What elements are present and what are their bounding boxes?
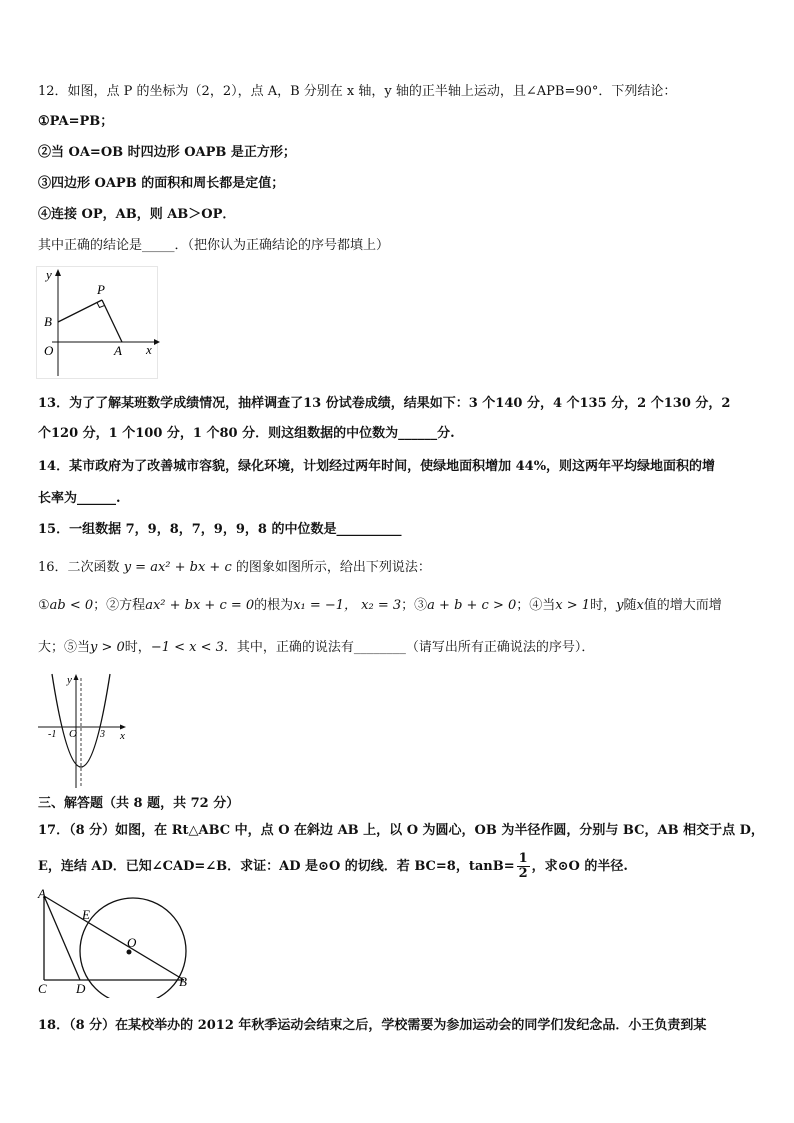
q13-line-2: 个120 分，1 个100 分，1 个80 分．则这组数据的中位数为______分.	[38, 426, 455, 441]
q12-ask: 其中正确的结论是_____．（把你认为正确结论的序号都填上）	[38, 238, 390, 253]
q17-figure	[36, 888, 194, 998]
q17-text: ，求⊙O 的半径.	[531, 859, 628, 874]
q15-line-1: 15．一组数据 7，9，8，7，9，9，8 的中位数是__________	[38, 522, 402, 537]
q16-math: y	[616, 598, 624, 613]
label-o: O	[127, 935, 137, 950]
q16-math: ab < 0	[49, 598, 94, 613]
y-axis-arrow-icon	[74, 674, 79, 680]
label-a: A	[114, 343, 122, 358]
q16-text: 大；⑤当	[38, 640, 91, 655]
q13-line-1: 13．为了了解某班数学成绩情况，抽样调查了13 份试卷成绩，结果如下：3 个140 分，4 个135 分，2 个130 分，2	[38, 396, 731, 411]
q16-text: 值的增大而增	[643, 598, 722, 613]
q16-parabola-figure	[36, 672, 132, 790]
q16-text: 的根为	[254, 598, 294, 613]
label-o: O	[69, 728, 77, 740]
q16-text: 16．二次函数	[38, 560, 124, 575]
q16-line-2	[38, 598, 722, 614]
y-axis-arrow-icon	[55, 269, 61, 276]
q12-option-3: ③四边形 OAPB 的面积和周长都是定值；	[38, 176, 285, 191]
q12-option-4: ④连接 OP，AB，则 AB＞OP．	[38, 207, 236, 222]
label-3: 3	[100, 729, 105, 740]
q16-text: 时，	[124, 640, 151, 655]
label-neg1: -1	[48, 729, 57, 740]
label-o: O	[44, 343, 54, 358]
segment-ad	[44, 896, 80, 980]
label-y: y	[67, 674, 72, 686]
label-e: E	[82, 907, 90, 922]
q14-line-1: 14．某市政府为了改善城市容貌，绿化环境，计划经过两年时间，使绿地面积增加 44%，则这两年平均绿地面积的增	[38, 459, 716, 474]
q12-figure	[36, 266, 160, 380]
label-b: B	[179, 974, 187, 989]
q16-text: ；②方程	[93, 598, 146, 613]
q16-text: 随	[623, 598, 637, 613]
q16-math: x > 1	[555, 598, 591, 613]
q16-text: 的图象如图所示，给出下列说法：	[231, 560, 431, 575]
q18-line-1: 18．（8 分）在某校举办的 2012 年秋季运动会结束之后，学校需要为参加运动会的同学们发纪念品．小王负责到某	[38, 1018, 707, 1033]
q16-text: ；③	[401, 598, 428, 613]
q16-text: ①	[38, 598, 50, 613]
q16-line-1	[38, 560, 431, 576]
q16-math: ax² + bx + c = 0	[145, 598, 255, 613]
q14-line-2: 长率为______.	[38, 491, 121, 506]
q16-text: 时，	[590, 598, 617, 613]
fraction-numerator: 1	[518, 851, 528, 866]
section-3-title: 三、解答题（共 8 题，共 72 分）	[38, 796, 240, 811]
q12-option-1: ①PA=PB；	[38, 114, 114, 129]
q16-formula: y = ax² + bx + c	[123, 560, 232, 575]
q17-text: E，连结 AD．已知∠CAD=∠B．求证：AD 是⊙O 的切线．若 BC=8，tanB=	[38, 859, 515, 874]
x-axis-arrow-icon	[120, 725, 126, 730]
label-y: y	[46, 267, 52, 282]
label-x: x	[120, 730, 125, 742]
fraction-denominator: 2	[518, 866, 528, 881]
segment-bp	[58, 300, 102, 322]
label-p: P	[97, 282, 105, 297]
q16-math: x	[636, 598, 644, 613]
q12-option-2: ②当 OA=OB 时四边形 OAPB 是正方形；	[38, 145, 296, 160]
q16-math: a + b + c > 0	[427, 598, 517, 613]
label-c: C	[38, 981, 47, 996]
label-a: A	[38, 888, 46, 901]
center-point	[127, 950, 132, 955]
q16-text: ．其中，正确的说法有________（请写出所有正确说法的序号）．	[223, 640, 595, 655]
q16-text: ；④当	[516, 598, 556, 613]
segment-ab	[44, 896, 184, 980]
label-b: B	[44, 314, 52, 329]
q12-stem: 12．如图，点 P 的坐标为（2，2），点 A，B 分别在 x 轴，y 轴的正半轴上运动，且∠APB=90°．下列结论：	[38, 84, 677, 99]
q16-math: −1 < x < 3	[150, 640, 224, 655]
label-x: x	[146, 342, 152, 357]
q16-line-3	[38, 640, 594, 656]
segment-pa	[102, 300, 122, 342]
q16-math: x₁ = −1， x₂ = 3	[293, 598, 402, 613]
fraction-one-half	[517, 852, 530, 881]
q17-line-2	[38, 852, 628, 881]
label-d: D	[76, 981, 86, 996]
q16-math: y > 0	[90, 640, 125, 655]
q17-line-1: 17．（8 分）如图，在 Rt△ABC 中，点 O 在斜边 AB 上，以 O 为圆心，OB 为半径作圆，分别与 BC，AB 相交于点 D，	[38, 823, 764, 838]
